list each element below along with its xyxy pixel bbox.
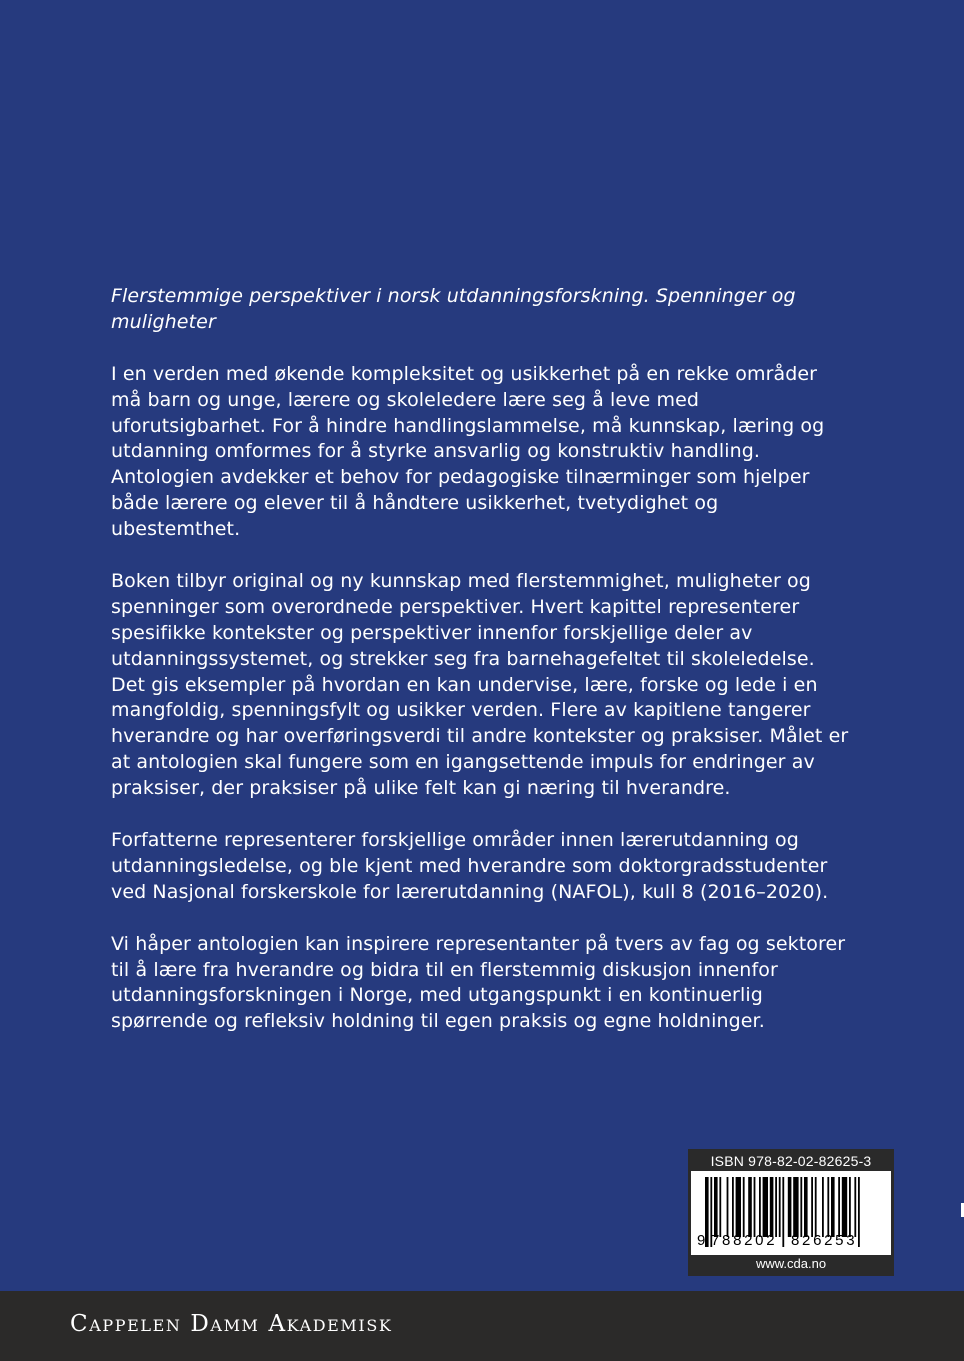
barcode-bar	[849, 1177, 851, 1237]
barcode-bar	[838, 1177, 840, 1237]
barcode-bar	[727, 1177, 729, 1237]
blurb-text	[111, 284, 851, 1061]
barcode-bar	[754, 1177, 756, 1237]
barcode-digits-right: 826253	[791, 1232, 858, 1249]
barcode-bar	[854, 1177, 856, 1237]
barcode-bar	[800, 1177, 802, 1237]
barcode-bar	[763, 1177, 768, 1237]
blurb-paragraph-4: Vi håper antologien kan inspirere representanter på tvers av fag og sektorer til å lære fra hverandre og bidra til en flerstemmig diskusjon innenfor utdanningsforskningen i Norge, med utgangspunkt i en kontinuerlig spørrende og refleksiv holdning til egen praksis og egne holdninger.	[111, 932, 846, 1033]
isbn-label: ISBN 978-82-02-82625-3	[710, 1153, 872, 1169]
book-subtitle: Flerstemmige perspektiver i norsk utdanningsforskning. Spenninger og muligheter	[111, 285, 796, 333]
barcode-bar	[831, 1177, 835, 1237]
blurb-paragraph-2: Boken tilbyr original og ny kunnskap med flerstemmighet, muligheter og spenninger som overordnede perspektiver. Hvert kapittel representerer spesifikke kontekster og perspektiver innenfor forskjellige deler av utdanningssystemet, og strekker seg fra barnehagefeltet til skoleledelse. Det gis eksempler på hvordan en kan undervise, lære, forske og lede i en mangfoldig, spenningsfylt og usikker verden. Flere av kapitlene tangerer hverandre og har overføringsverdi til andre kontekster og praksiser. Målet er at antologien skal fungere som en igangsettende impuls for endringer av praksiser, der praksiser på ulike felt kan gi næring til hverandre.	[111, 569, 849, 800]
barcode-bar	[719, 1177, 721, 1237]
barcode-bar	[770, 1177, 774, 1237]
barcode-bar	[822, 1177, 824, 1237]
blurb-paragraph-3: Forfatterne representerer forskjellige områder innen lærerutdanning og utdanningsledelse, og ble kjent med hverandre som doktorgradsstudenter ved Nasjonal forskerskole for lærerutdanning (NAFOL), kull 8 (2016–2020).	[111, 828, 829, 903]
barcode-bar	[775, 1177, 777, 1237]
barcode-bar	[748, 1177, 752, 1237]
barcode-bar	[743, 1177, 745, 1237]
barcode-bar	[811, 1177, 813, 1237]
barcode-bar	[804, 1177, 808, 1237]
barcode-bar	[815, 1177, 817, 1237]
barcode	[691, 1171, 891, 1255]
barcode-bar	[714, 1177, 718, 1237]
publisher-logo: Cappelen Damm Akademisk	[70, 1311, 393, 1337]
barcode-digit-first: 9	[697, 1232, 706, 1249]
barcode-digits	[691, 1230, 891, 1252]
barcode-bar	[732, 1177, 734, 1237]
publisher-footer	[0, 1291, 964, 1361]
barcode-bar	[779, 1177, 781, 1237]
publisher-website: www.cda.no	[755, 1256, 827, 1271]
barcode-digits-left: 788202	[711, 1232, 778, 1249]
barcode-bar	[842, 1177, 847, 1237]
barcode-bar	[788, 1177, 792, 1237]
isbn-barcode-box	[688, 1149, 894, 1276]
barcode-bar	[736, 1177, 741, 1237]
barcode-bar	[793, 1177, 798, 1237]
barcode-bar	[759, 1177, 761, 1237]
barcode-bar	[827, 1177, 829, 1237]
blurb-paragraph-1: I en verden med økende kompleksitet og usikkerhet på en rekke områder må barn og unge, lærere og skoleledere lære seg å leve med uforutsigbarhet. For å hindre handlingslammelse, må kunnskap, læring og utdanning omformes for å styrke ansvarlig og konstruktiv handling. Antologien avdekker et behov for pedagogiske tilnærminger som hjelper både lærere og elever til å håndtere usikkerhet, tvetydighet og ubestemthet.	[111, 362, 825, 541]
